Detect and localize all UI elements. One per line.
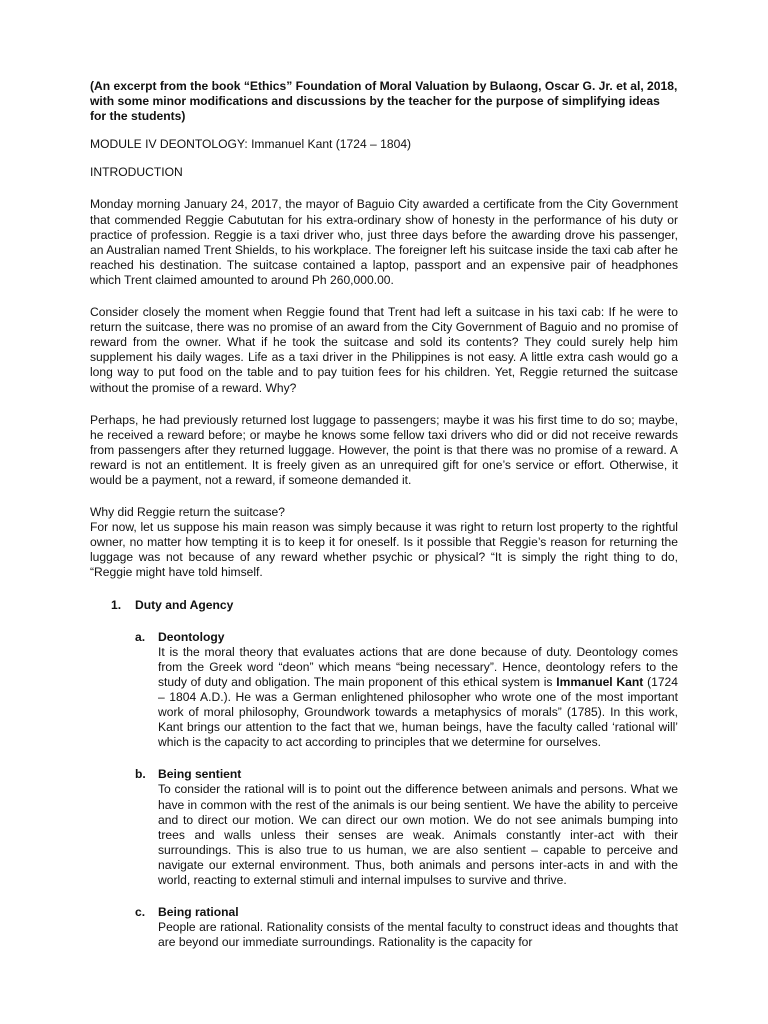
paragraph-2: Consider closely the moment when Reggie found that Trent had left a suitcase in his taxi cab: If he were to return the suitcase, there was no promise of an award from the City Government of Baguio and no promise of reward from the owner. What if he took the suitcase and sold its contents? They could surely help him supplement his daily wages. Life as a taxi driver in the Philippines is not easy. A little extra cash would go a long way to put food on the table and to pay tuition fees for his children. Yet, Reggie returned the suitcase without the promise of a reward. Why? xyxy=(90,305,678,395)
subsection-a-letter: a. xyxy=(135,629,146,644)
paragraph-3: Perhaps, he had previously returned lost luggage to passengers; maybe it was his first time to do so; maybe, he received a reward before; or maybe he knows some fellow taxi drivers who did or did not receive rewards from passengers after they returned luggage. However, the point is that there was no promise of a reward. A reward is not an entitlement. It is freely given as an unrequired gift for one’s service or effort. Otherwise, it would be a payment, not a reward, if someone demanded it. xyxy=(90,412,678,487)
subsection-b-text: To consider the rational will is to point out the difference between animals and persons. What we have in common with the rest of the animals is our being sentient. We have the ability to perceive and to direct our motion. We can direct our own motion. We do not see animals bumping into trees and walls unless their senses are weak. Animals constantly inter-act with their surroundings. This is also true to us human, we are also sentient – capable to perceive and navigate our external environment. Thus, both animals and persons inter-acts in and with the world, reacting to external stimuli and internal impulses to survive and thrive. xyxy=(158,782,678,888)
subsection-c-letter: c. xyxy=(135,905,146,920)
header-note: (An excerpt from the book “Ethics” Foundation of Moral Valuation by Bulaong, Oscar G. Jr. et al, 2018, with some minor modifications and discussions by the teacher for the purpose of simplifying ideas for the students) xyxy=(90,79,678,124)
section-1-title: Duty and Agency xyxy=(135,597,234,612)
question-paragraph: For now, let us suppose his main reason was simply because it was right to return lost property to the rightful owner, no matter how tempting it is to keep it for oneself. Is it possible that Reggie’s reason for returning the luggage was not because of any reward whether psychic or physical? “It is simply the right thing to do, “Reggie might have told himself. xyxy=(90,520,678,580)
subsection-c xyxy=(135,905,678,950)
subsection-a-title: Deontology xyxy=(158,629,225,644)
subsection-b-title: Being sentient xyxy=(158,767,242,782)
subsection-c-title: Being rational xyxy=(158,905,239,920)
section-1-heading xyxy=(90,598,678,613)
module-title: MODULE IV DEONTOLOGY: Immanuel Kant (1724 – 1804) xyxy=(90,137,412,152)
subsection-c-text: People are rational. Rationality consists of the mental faculty to construct ideas and thoughts that are beyond our immediate surroundings. Rationality is the capacity for xyxy=(158,920,678,950)
question-line: Why did Reggie return the suitcase? xyxy=(90,505,285,520)
subsection-a-text-part-2: (1724 – 1804 A.D.). He was a German enlightened philosopher who wrote one of the most important work of moral philosophy, Groundwork towards a metaphysics of morals” (1785). In this work, Kant brings our attention to the fact that we, human beings, have the faculty called ‘rational will’ which is the capacity to act according to principles that we determine for ourselves. xyxy=(158,674,679,750)
subsection-b xyxy=(135,767,678,888)
section-1-number: 1. xyxy=(111,597,122,612)
paragraph-1: Monday morning January 24, 2017, the mayor of Baguio City awarded a certificate from the City Government that commended Reggie Cabututan for his extra-ordinary show of honesty in the performance of his duty or practice of profession. Reggie is a taxi driver who, just three days before the awarding drove his passenger, an Australian named Trent Shields, to his workplace. The foreigner left his suitcase inside the taxi cab after he reached his destination. The suitcase contained a laptop, passport and an expensive pair of headphones which Trent claimed amounted to around Ph 260,000.00. xyxy=(90,197,678,287)
subsection-a-bold-name: Immanuel Kant xyxy=(556,674,644,689)
subsection-a-text xyxy=(158,645,678,751)
subsection-a-text-part-1: It is the moral theory that evaluates actions that are done because of duty. Deontology comes from the Greek word “deon” which means “being necessary”. Hence, deontology refers to the study of duty and obligation. The main proponent of this ethical system is xyxy=(158,644,678,689)
subsection-b-letter: b. xyxy=(135,767,146,782)
intro-heading: INTRODUCTION xyxy=(90,165,183,180)
subsection-a xyxy=(135,630,678,751)
